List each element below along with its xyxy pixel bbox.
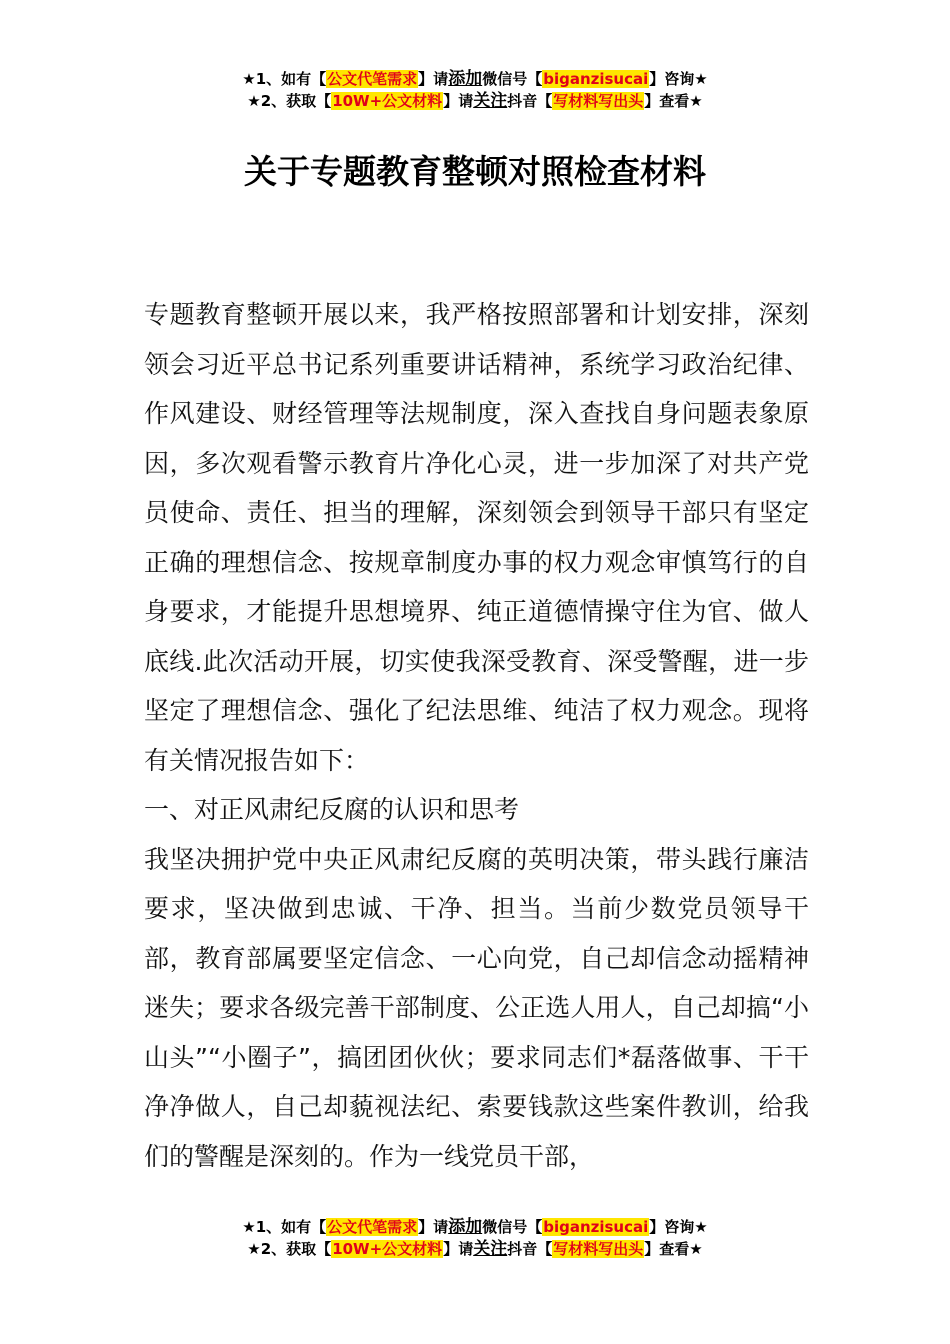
promo-banner-top xyxy=(0,68,950,112)
document-title: 关于专题教育整顿对照检查材料 xyxy=(244,152,706,191)
promo-text: 抖音【 xyxy=(507,1240,553,1258)
promo-line-1 xyxy=(0,68,950,90)
promo-highlight: 公文代笔需求 xyxy=(327,70,418,88)
section-heading: 一、对正风肃纪反腐的认识和思考 xyxy=(144,795,520,824)
promo-line-2 xyxy=(0,1238,950,1260)
promo-text: 微信号【 xyxy=(482,70,543,88)
promo-highlight: 公文代笔需求 xyxy=(327,1218,418,1236)
promo-text: 】查看★ xyxy=(644,1240,703,1258)
promo-text: ★2、获取【 xyxy=(247,92,332,110)
promo-underlined: 关注 xyxy=(473,1239,508,1259)
promo-text: ★1、如有【 xyxy=(242,1218,327,1236)
paragraph-body: 我坚决拥护党中央正风肃纪反腐的英明决策，带头践行廉洁要求，坚决做到忠诚、干净、担当。当前少数党员领导干部，教育部属要坚定信念、一心向党，自己却信念动摇精神迷失；要求各级完善干部制度、公正选人用人，自己却搞“小山头”“小圈子”，搞团团伙伙；要求同志们*磊落做事、干干净净做人，自己却藐视法纪、索要钱款这些案件教训，给我们的警醒是深刻的。作为一线党员干部， xyxy=(144,844,809,1171)
promo-text: 】请 xyxy=(443,1240,474,1258)
document-body xyxy=(144,290,809,1181)
promo-highlight: 10W+公文材料 xyxy=(332,1240,443,1258)
promo-highlight: 10W+公文材料 xyxy=(332,92,443,110)
promo-underlined: 添加 xyxy=(448,1217,483,1237)
promo-text: ★1、如有【 xyxy=(242,70,327,88)
promo-line-2 xyxy=(0,90,950,112)
promo-douyin-id: 写材料写出头 xyxy=(553,92,644,110)
promo-underlined: 关注 xyxy=(473,91,508,111)
promo-line-1 xyxy=(0,1216,950,1238)
promo-text: 】请 xyxy=(418,1218,449,1236)
paragraph-intro: 专题教育整顿开展以来，我严格按照部署和计划安排，深刻领会习近平总书记系列重要讲话精神，系统学习政治纪律、作风建设、财经管理等法规制度，深入查找自身问题表象原因，多次观看警示教育片净化心灵，进一步加深了对共产党员使命、责任、担当的理解，深刻领会到领导干部只有坚定正确的理想信念、按规章制度办事的权力观念审慎笃行的自身要求，才能提升思想境界、纯正道德情操守住为官、做人底线.此次活动开展，切实使我深受教育、深受警醒，进一步坚定了理想信念、强化了纪法思维、纯洁了权力观念。现将有关情况报告如下： xyxy=(144,300,809,775)
promo-text: 】请 xyxy=(418,70,449,88)
promo-text: 抖音【 xyxy=(507,92,553,110)
promo-wechat-id: biganzisucai xyxy=(543,70,649,88)
promo-text: 】咨询★ xyxy=(649,1218,708,1236)
promo-text: ★2、获取【 xyxy=(247,1240,332,1258)
promo-text: 微信号【 xyxy=(482,1218,543,1236)
promo-text: 】咨询★ xyxy=(649,70,708,88)
promo-text: 】查看★ xyxy=(644,92,703,110)
promo-text: 】请 xyxy=(443,92,474,110)
promo-wechat-id: biganzisucai xyxy=(543,1218,649,1236)
promo-underlined: 添加 xyxy=(448,69,483,89)
promo-douyin-id: 写材料写出头 xyxy=(553,1240,644,1258)
promo-banner-bottom xyxy=(0,1216,950,1260)
